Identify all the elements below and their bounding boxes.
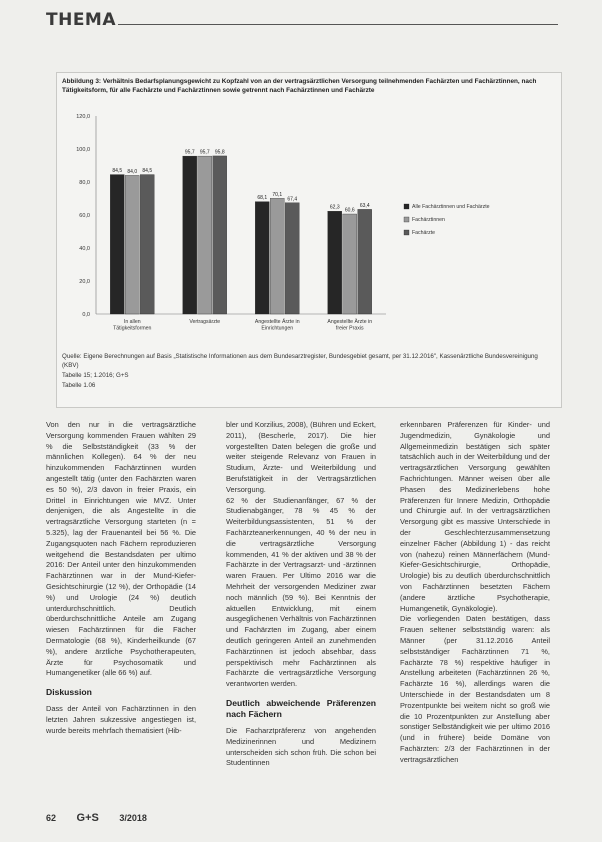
data-label: 68,1 (257, 195, 268, 202)
bar (198, 156, 212, 314)
bar (183, 156, 197, 314)
bar (125, 175, 139, 314)
bar (255, 202, 269, 314)
bar (343, 214, 357, 314)
bar (328, 211, 342, 314)
legend-swatch (404, 230, 409, 235)
paragraph: 62 % der Studienanfänger, 67 % der Studienabgänger, 78 % 45 % der Weiterbildungsassistenten, 51 % der Fachärzteanerkennungen, 40 % der neu in die vertragsärztliche Versorgung kommenden, 41 % der aktiven und 38 % der Fachärzte in der Vertragsarzt- und -ärztinnen waren Frauen. Per Ultimo 2016 war die Mehrheit der versorgenden Mediziner zwar noch männlich (59 %). Bei Kenntnis der aktuellen Entwicklung, mit einem ausgeglichenen Verhältnis von Fachärztinnen und Fachärzten im Zugang, aber einem deutlich geringeren Anteil an zunehmenden Fachärztinnen ist jedoch absehbar, dass perspektivisch mehr Fachärztinnen als Fachärzte die vertragsärztliche Versorgung verantworten werden. (226, 495, 376, 689)
y-tick-label: 40,0 (79, 246, 90, 252)
legend-swatch (404, 217, 409, 222)
x-tick-label: Angestellte Ärzte in Einrichtungen (254, 319, 300, 332)
paragraph: erkennbaren Präferenzen für Kinder- und Jugendmedizin, Gynäkologie und Allgemeinmedizin bestätigen sich später tatsächlich auch in der Weiterbildung und der vertragsärztlichen Versorgung gewählten Fachrichtungen. Männer weisen über alle Phasen des Medizinerlebens hohe Präferenzen für Innere Medizin, Orthopädie und Chirurgie auf. In der vertragsärztlichen Versorgung gibt es massive Unterschiede in der Geschlechterzusammensetzung einzelner Fächer (Abbildung 1) - das reicht von (nahezu) reinen Männerfächern (Mund-Kiefer-Gesichtschirurgie, Orthopädie, Urologie) bis zu deutlich überdurchschnittlich von Fachärztinnen besetzten Fächern (andere ärztliche Psychotherapie, Humangenetik, Gynäkologie). (400, 420, 550, 613)
x-tick-label: Angestellte Ärzte in freier Praxis (327, 319, 373, 332)
data-label: 67,4 (287, 196, 298, 203)
bar (213, 156, 227, 314)
y-tick-label: 60,0 (79, 213, 90, 219)
legend-entry: Alle Fachärztinnen und Fachärzte (412, 204, 490, 210)
figure-source (62, 352, 552, 391)
journal-brand: G+S (76, 812, 99, 824)
data-label: 95,7 (184, 149, 195, 156)
data-label: 70,1 (272, 191, 283, 198)
paragraph: Die Facharztpräferenz von angehenden Medizinerinnen und Medizinern unterscheiden sich schon früh. Die schon bei Studentinnen (226, 725, 376, 768)
column-1 (46, 420, 196, 737)
bar (285, 203, 299, 314)
y-tick-label: 100,0 (76, 147, 90, 153)
data-label: 60,6 (344, 207, 355, 214)
legend-swatch (404, 204, 409, 209)
page-footer (46, 812, 165, 824)
section-title: THEMA (46, 10, 117, 30)
source-line: Quelle: Eigene Berechnungen auf Basis „Statistische Informationen aus dem Bundesarztregister, Bundesgebiet gesamt, per 31.12.2016", Kassenärztliche Bundesvereinigung (KBV) (62, 353, 538, 369)
data-label: 95,7 (199, 149, 210, 156)
y-tick-label: 0,0 (82, 312, 90, 318)
figure-caption: Abbildung 3: Verhältnis Bedarfsplanungsgewicht zu Kopfzahl von an der vertragsärztlichen Versorgung teilnehmenden Fachärzten und Fachärztinnen, nach Tätigkeitsform, für alle Fachärzte und Fachärztinnen sowie getrennt nach Fachärztinnen und Fachärzte (62, 78, 537, 94)
source-line: Tabelle 1.06 (62, 382, 96, 389)
source-line: Tabelle 15; 1.2016; G+S (62, 372, 129, 379)
bar (358, 209, 372, 314)
bar-chart (56, 104, 556, 348)
data-label: 62,3 (329, 204, 340, 211)
legend-entry: Fachärzte (412, 230, 436, 236)
subheading-discussion: Diskussion (46, 687, 92, 698)
data-label: 63,4 (359, 202, 370, 209)
column-3 (400, 420, 550, 766)
y-tick-label: 80,0 (79, 180, 90, 186)
data-label: 84,5 (112, 168, 123, 175)
paragraph: bler und Korzilius, 2008), (Bühren und Eckert, 2011), (Bescherle, 2017). Die hier vorgestellten Daten belegen die große und weiter steigende Relevanz von Frauen in Studium, Ärzte- und Weiterbildung und Berufstätigkeit in der Vertragsärztlichen Versorgung. (226, 420, 376, 494)
bar (110, 175, 124, 314)
y-tick-label: 20,0 (79, 279, 90, 285)
bar (270, 198, 284, 314)
page-number: 62 (46, 813, 57, 823)
data-label: 95,8 (214, 149, 225, 156)
data-label: 84,0 (127, 168, 138, 175)
y-tick-label: 120,0 (76, 114, 90, 120)
data-label: 84,5 (142, 168, 153, 175)
legend-entry: Fachärztinnen (412, 217, 445, 223)
issue-label: 3/2018 (119, 813, 147, 823)
paragraph: Dass der Anteil von Fachärztinnen in den letzten Jahren sukzessive angestiegen ist, wurde bereits mehrfach thematisiert (Hib- (46, 704, 196, 735)
x-tick-label: Vertragsärzte (189, 319, 221, 325)
x-tick-label: In allen Tätigkeitsformen (113, 319, 152, 332)
header-rule (118, 24, 558, 25)
paragraph: Die vorliegenden Daten bestätigen, dass Frauen seltener selbstständig waren: als Männer (per 31.12.2016 Anteil selbstständiger Fachärztinnen 71 %, Fachärzte 78 %) respektive häufiger in Anstellung arbeiteten (Fachärztinnen 26 %, Fachärzte 16 %), allerdings waren die Unterschiede in der Bestandsdaten um 8 Prozentpunkte bei weitem nicht so groß wie die 10 Prozentpunkten zur Anstellung aber sonstiger Selbständigkeit wie per ultimo 2016 (und in frühere) beide Domäne von Fachärzten: 2/3 der Fachärztinnen in der vertragsärztlichen (400, 614, 550, 764)
paragraph: Von den nur in die vertragsärztliche Versorgung kommenden Frauen wählten 29 % die Selbstständigkeit (33 % der männlichen Kollegen). 64 % der neu hinzukommenden Fachärztinnen wurden angestellt tätig (unter den Fachärzten waren es 50 %), 2/3 davon in freier Praxis, ein Drittel in Einrichtungen wie MVZ. Unter denjenigen, die als Angestellte in die vertragsärztliche Versorgung starteten (n = 5.325), lag der Frauenanteil bei 56 %. Die Zugangsquoten nach Fächern reproduzieren weitgehend die Bestandsdaten per ultimo 2016: Der Anteil unter den hinzukommenden Fachärztinnen war in der Mund-Kiefer-Gesichtschirurgie (12 %), der Orthopädie (14 %) und Urologie (24 %) deutlich unterdurchschnittlich. Deutlich überdurchschnittliche Anteile am Zugang wiesen Fachärztinnen für die Fächer Dermatologie (68 %), Kinderheilkunde (67 %), andere ärztliche Psychotherapeuten, Ärzte für Psychosomatik und Humangenetiker (alle 66 %) auf. (46, 420, 196, 678)
column-2 (226, 420, 376, 769)
bar (140, 175, 154, 314)
subheading-preferences: Deutlich abweichende Präferenzen nach Fächern (226, 697, 376, 719)
